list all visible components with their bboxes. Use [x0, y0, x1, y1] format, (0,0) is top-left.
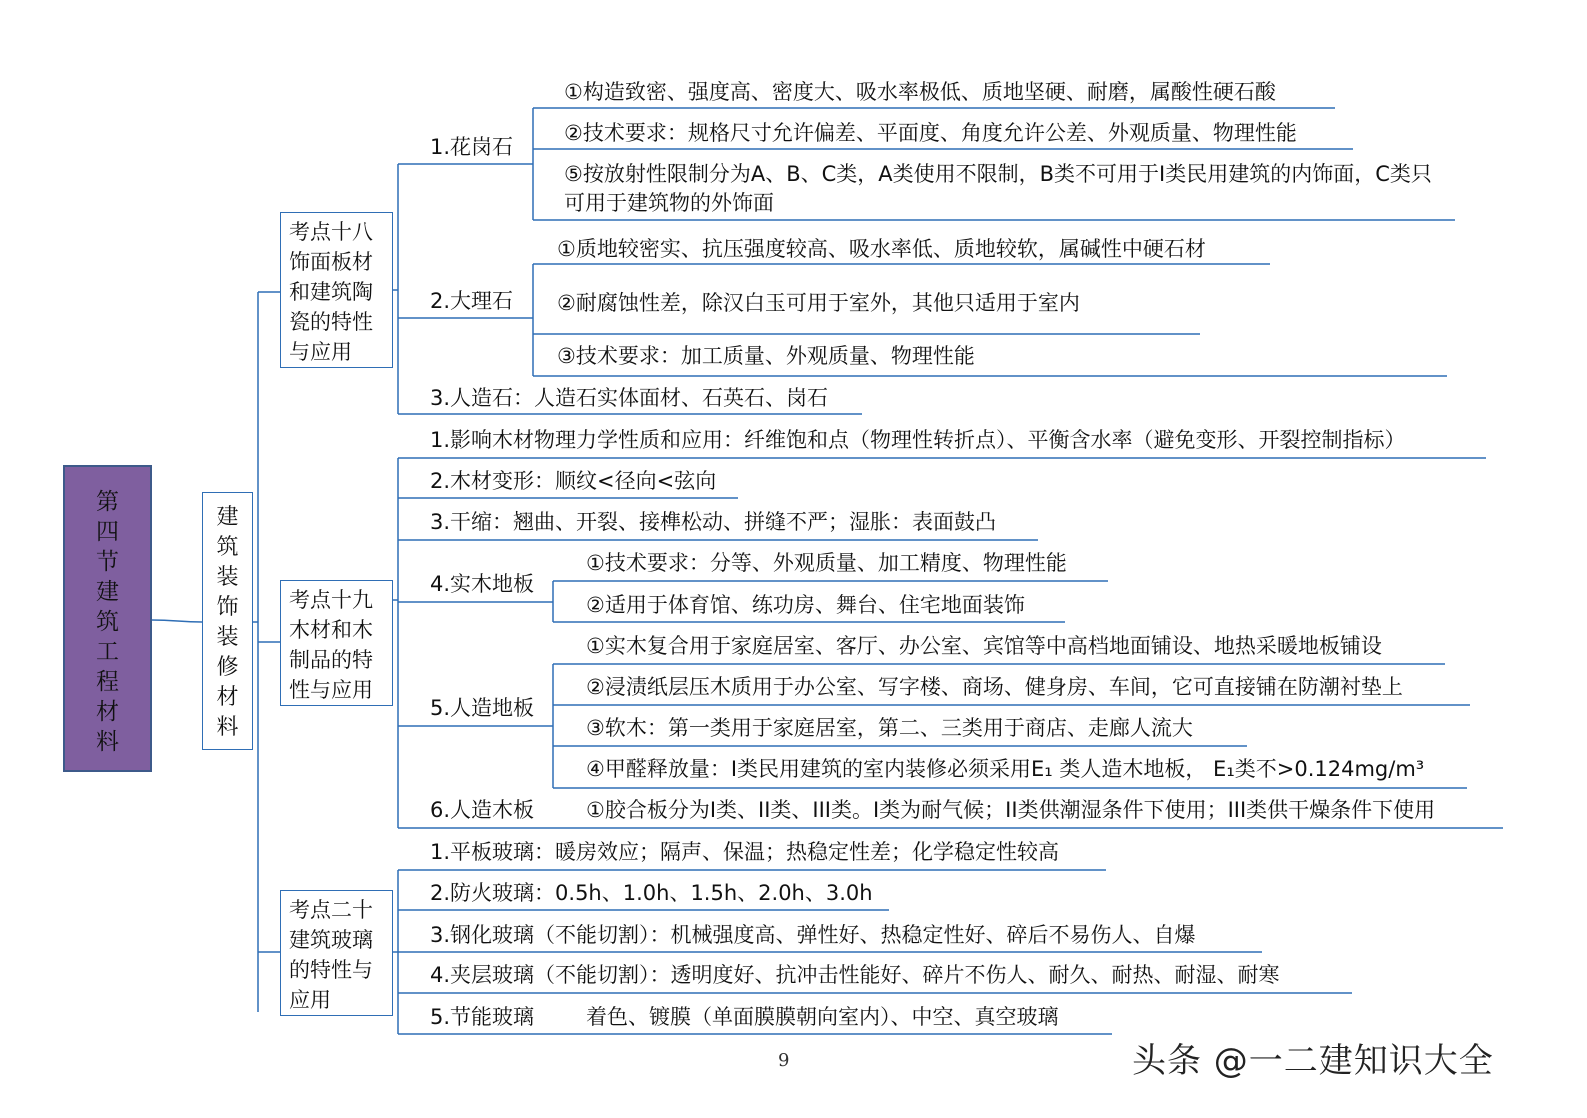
item-energy-glass: 5.节能玻璃: [430, 1005, 535, 1029]
topic-20-node: [280, 890, 393, 1016]
detail-engineered-floor-4: ④甲醛释放量：I类民用建筑的室内装修必须采用E₁ 类人造木地板， E₁类不>0.124mg/m³: [586, 757, 1425, 781]
detail-granite-3: ⑤按放射性限制分为A、B、C类，A类使用不限制，B类不可用于I类民用建筑的内饰面，C类只可用于建筑物的外饰面: [564, 162, 1432, 215]
topic-19-label: 考点十九木材和木制品的特性与应用: [289, 588, 373, 702]
level1-label: 建筑装饰装修材料: [216, 505, 239, 740]
item-engineered-floor: 5.人造地板: [430, 696, 535, 720]
item-solid-floor: 4.实木地板: [430, 572, 535, 596]
detail-engineered-floor-1: ①实木复合用于家庭居室、客厅、办公室、宾馆等中高档地面铺设、地热采暖地板铺设: [586, 634, 1382, 658]
detail-granite-1: ①构造致密、强度高、密度大、吸水率极低、质地坚硬、耐磨，属酸性硬石酸: [564, 80, 1276, 104]
detail-granite-2: ②技术要求：规格尺寸允许偏差、平面度、角度允许公差、外观质量、物理性能: [564, 121, 1297, 145]
detail-marble-1: ①质地较密实、抗压强度较高、吸水率低、质地较软，属碱性中硬石材: [557, 237, 1206, 261]
item-wood-properties: 1.影响木材物理力学性质和应用：纤维饱和点（物理性转折点）、平衡含水率（避免变形、开裂控制指标）: [430, 428, 1406, 452]
item-wood-shrink: 3.干缩：翘曲、开裂、接榫松动、拼缝不严；湿胀：表面鼓凸: [430, 510, 997, 534]
item-float-glass: 1.平板玻璃：暖房效应；隔声、保温；热稳定性差；化学稳定性较高: [430, 840, 1060, 864]
item-wood-panel: 6.人造木板: [430, 798, 535, 822]
detail-marble-2: ②耐腐蚀性差，除汉白玉可用于室外，其他只适用于室内: [557, 291, 1080, 315]
item-artificial-stone: 3.人造石：人造石实体面材、石英石、岗石: [430, 386, 829, 410]
root-node: [63, 465, 152, 772]
topic-18-label: 考点十八饰面板材和建筑陶瓷的特性与应用: [289, 220, 373, 364]
detail-solid-floor-1: ①技术要求：分等、外观质量、加工精度、物理性能: [586, 551, 1067, 575]
detail-energy-glass: 着色、镀膜（单面膜膜朝向室内）、中空、真空玻璃: [586, 1005, 1059, 1029]
detail-engineered-floor-3: ③软木：第一类用于家庭居室，第二、三类用于商店、走廊人流大: [586, 716, 1193, 740]
level1-node: [202, 492, 253, 750]
item-wood-deformation: 2.木材变形：顺纹<径向<弦向: [430, 469, 717, 493]
watermark: 头条 @一二建知识大全: [1132, 1041, 1494, 1081]
page-number: 9: [778, 1050, 790, 1071]
item-granite: 1.花岗石: [430, 135, 514, 159]
root-label: 第四节建筑工程材料: [96, 489, 119, 755]
item-tempered-glass: 3.钢化玻璃（不能切割）：机械强度高、弹性好、热稳定性好、碎后不易伤人、自爆: [430, 923, 1196, 947]
detail-solid-floor-2: ②适用于体育馆、练功房、舞台、住宅地面装饰: [586, 593, 1025, 617]
item-marble: 2.大理石: [430, 289, 514, 313]
detail-engineered-floor-2: ②浸渍纸层压木质用于办公室、写字楼、商场、健身房、车间，它可直接铺在防潮衬垫上: [586, 675, 1403, 699]
detail-wood-panel-1: ①胶合板分为I类、II类、III类。I类为耐气候；II类供潮湿条件下使用；III类供干燥条件下使用: [586, 798, 1436, 822]
item-fire-glass: 2.防火玻璃：0.5h、1.0h、1.5h、2.0h、3.0h: [430, 881, 873, 905]
topic-20-label: 考点二十建筑玻璃的特性与应用: [289, 898, 373, 1012]
item-laminated-glass: 4.夹层玻璃（不能切割）：透明度好、抗冲击性能好、碎片不伤人、耐久、耐热、耐湿、耐寒: [430, 963, 1280, 987]
topic-19-node: [280, 580, 393, 706]
detail-marble-3: ③技术要求：加工质量、外观质量、物理性能: [557, 344, 975, 368]
topic-18-node: [280, 212, 393, 368]
